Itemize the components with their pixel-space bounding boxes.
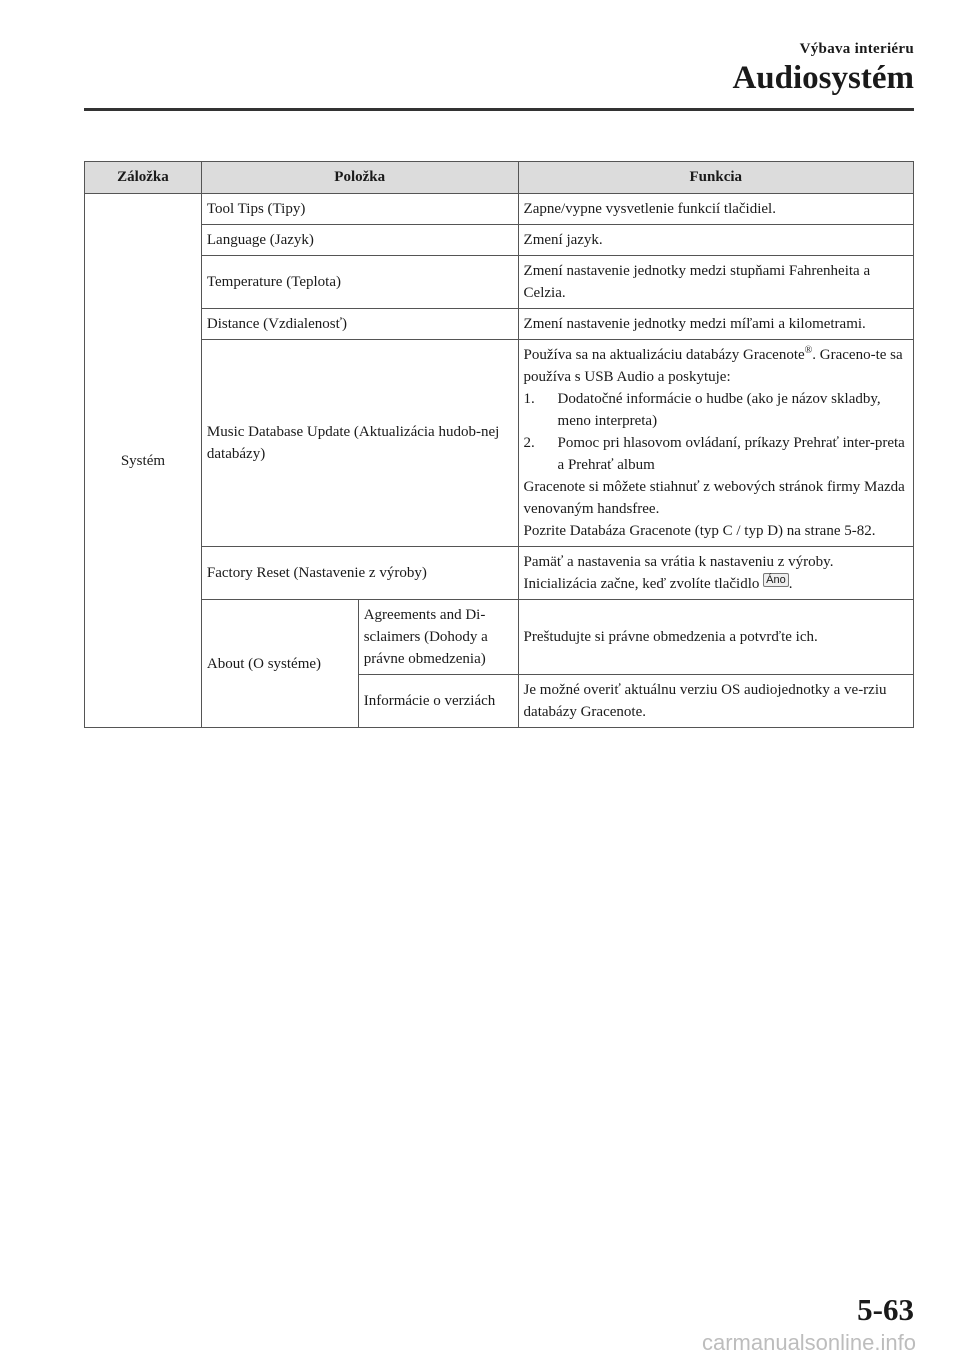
column-header-item: Položka (201, 162, 518, 194)
item-tool-tips: Tool Tips (Tipy) (201, 194, 518, 225)
item-factory-reset: Factory Reset (Nastavenie z výroby) (201, 547, 518, 600)
list-item: 2. Pomoc pri hlasovom ovládaní, príkazy Prehrať inter-preta a Prehrať album (523, 435, 905, 473)
music-list (524, 388, 908, 476)
table-row (85, 309, 914, 340)
tab-cell-system: Systém (85, 194, 202, 728)
func-music-database (518, 340, 913, 547)
column-header-function: Funkcia (518, 162, 913, 194)
func-distance: Zmení nastavenie jednotky medzi míľami a kilometrami. (518, 309, 913, 340)
item-about: About (O systéme) (201, 600, 358, 728)
watermark: carmanualsonline.info (701, 1330, 916, 1355)
table-header-row (85, 162, 914, 194)
column-header-tab: Záložka (85, 162, 202, 194)
subitem-version-info: Informácie o verziách (358, 675, 518, 728)
func-tool-tips: Zapne/vypne vysvetlenie funkcií tlačidiel. (518, 194, 913, 225)
table-row (85, 256, 914, 309)
func-temperature: Zmení nastavenie jednotky medzi stupňami Fahrenheita a Celzia. (518, 256, 913, 309)
subsection-title: Výbava interiéru (799, 41, 914, 57)
registered-mark: ® (804, 345, 813, 356)
item-music-database: Music Database Update (Aktualizácia hudob-nej databázy) (201, 340, 518, 547)
page-number: 5-63 (857, 1292, 914, 1327)
section-title: Audiosystém (732, 60, 914, 96)
table-row (85, 194, 914, 225)
func-language: Zmení jazyk. (518, 225, 913, 256)
func-factory-reset: Pamäť a nastavenia sa vrátia k nastaveniu z výroby. Inicializácia začne, keď zvolíte tlačidlo Áno . (518, 547, 913, 600)
subitem-agreements: Agreements and Di-sclaimers (Dohody a právne obmedzenia) (358, 600, 518, 675)
list-item: 1. Dodatočné informácie o hudbe (ako je názov skladby, meno interpreta) (523, 391, 881, 429)
table-row (85, 225, 914, 256)
item-language: Language (Jazyk) (201, 225, 518, 256)
item-temperature: Temperature (Teplota) (201, 256, 518, 309)
header-rule (84, 108, 914, 111)
music-intro: Používa sa na aktualizáciu databázy Gracenote®. Graceno-te sa používa s USB Audio a poskytuje: (523, 345, 903, 385)
page-header (732, 40, 914, 98)
func-agreements: Preštudujte si právne obmedzenia a potvrďte ich. (518, 600, 913, 675)
ano-button-label: Áno (763, 573, 789, 587)
item-distance: Distance (Vzdialenosť) (201, 309, 518, 340)
music-reference-note: Pozrite Databáza Gracenote (typ C / typ D) na strane 5-82. (523, 523, 876, 539)
func-version-info: Je možné overiť aktuálnu verziu OS audiojednotky a ve-rziu databázy Gracenote. (518, 675, 913, 728)
settings-table (84, 161, 914, 728)
table-row (85, 547, 914, 600)
table-row (85, 600, 914, 675)
table-row (85, 340, 914, 547)
music-download-note: Gracenote si môžete stiahnuť z webových stránok firmy Mazda venovaným handsfree. (523, 479, 905, 517)
